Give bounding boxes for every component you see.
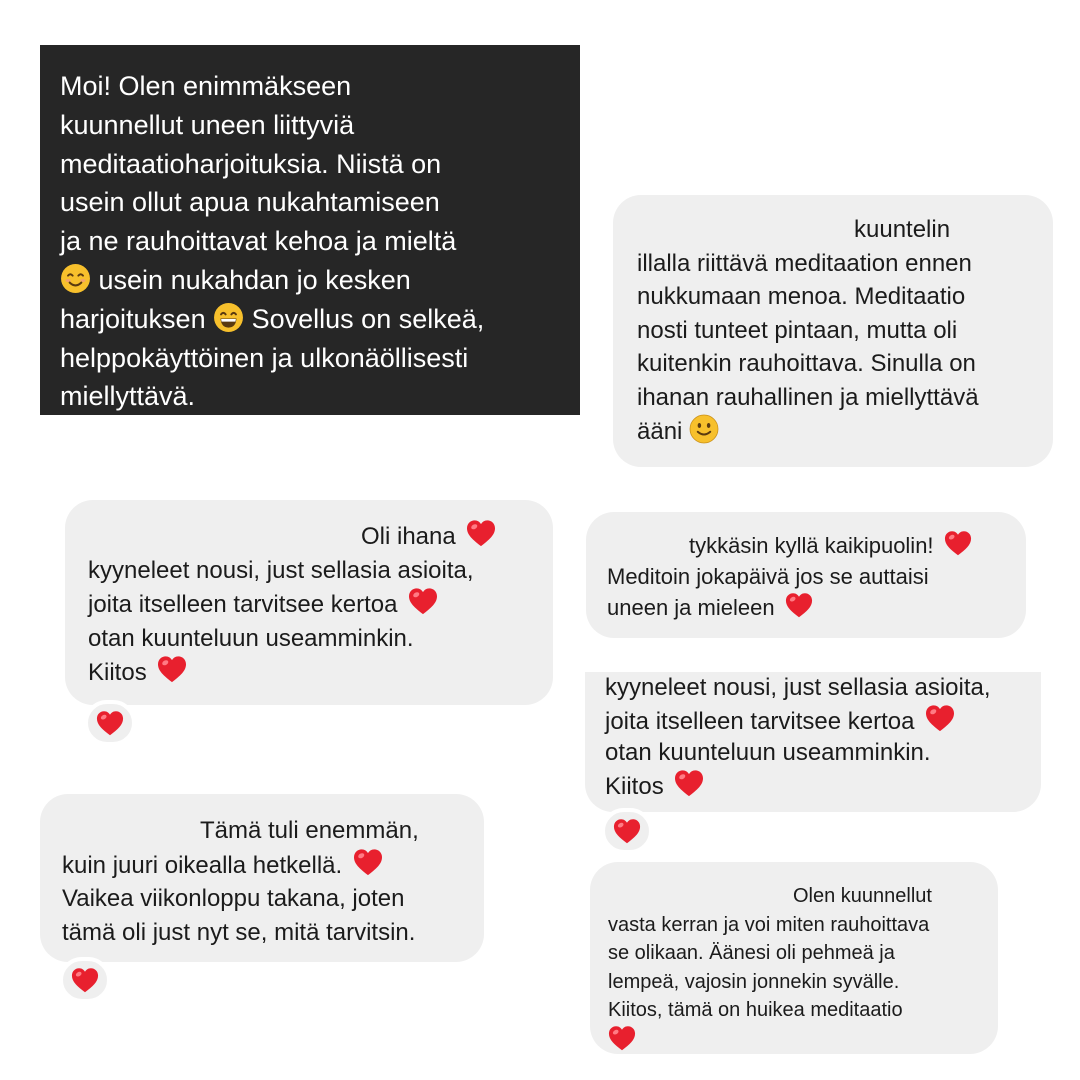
heart-reaction[interactable] xyxy=(84,700,136,746)
message-line: usein nukahdan jo kesken xyxy=(98,264,411,295)
heart-icon xyxy=(408,587,438,615)
heart-icon xyxy=(608,1025,636,1051)
message-line: otan kuunteluun useamminkin. xyxy=(605,739,931,766)
message-line: kyyneleet nousi, just sellasia asioita, xyxy=(88,556,474,584)
heart-icon xyxy=(71,967,99,993)
message-bubble xyxy=(65,500,553,705)
message-bubble xyxy=(590,862,998,1054)
message-line: Vaikea viikonloppu takana, joten xyxy=(62,885,405,912)
heart-icon xyxy=(96,710,124,736)
message-line: uneen ja mieleen xyxy=(607,595,775,620)
message-line: ihanan rauhallinen ja miellyttävä xyxy=(637,383,979,411)
message-line: nosti tunteet pintaan, mutta oli xyxy=(637,316,958,344)
message-line: helppokäyttöinen ja ulkonäöllisesti xyxy=(60,342,469,373)
message-line: harjoituksen xyxy=(60,303,206,334)
message-bubble xyxy=(586,512,1026,638)
message-line: joita itselleen tarvitsee kertoa xyxy=(605,707,915,735)
message-line: kuitenkin rauhoittava. Sinulla on xyxy=(637,350,976,377)
message-bubble xyxy=(613,195,1053,467)
message-line: joita itselleen tarvitsee kertoa xyxy=(88,591,398,618)
message-line: Tämä tuli enemmän, xyxy=(200,817,419,844)
message-line: miellyttävä. xyxy=(60,381,196,412)
heart-reaction[interactable] xyxy=(59,957,111,1003)
message-line: Kiitos xyxy=(605,772,664,800)
message-line: ja ne rauhoittavat kehoa ja mieltä xyxy=(60,226,457,257)
message-bubble xyxy=(40,794,484,962)
message-line: Kiitos, tämä on huikea meditaatio xyxy=(608,999,903,1021)
heart-icon xyxy=(466,519,496,547)
message-line: kuin juuri oikealla hetkellä. xyxy=(62,851,343,879)
message-line: nukkumaan menoa. Meditaatio xyxy=(637,283,966,310)
message-line: Moi! Olen enimmäkseen xyxy=(60,71,352,101)
message-line: illalla riittävä meditaation ennen xyxy=(637,249,972,277)
message-line: se olikaan. Äänesi oli pehmeä ja xyxy=(608,942,895,964)
grinning-face-icon xyxy=(213,302,244,333)
message-line: tämä oli just nyt se, mitä tarvitsin. xyxy=(62,918,416,946)
message-line: usein ollut apua nukahtamiseen xyxy=(60,187,440,218)
message-line: Olen kuunnellut xyxy=(793,885,932,907)
message-bubble xyxy=(585,672,1041,812)
message-line: Kiitos xyxy=(88,659,147,686)
smiling-face-icon xyxy=(60,263,91,294)
heart-icon xyxy=(785,592,813,618)
message-line: otan kuunteluun useamminkin. xyxy=(88,624,414,652)
message-line: kuunnellut uneen liittyviä xyxy=(60,109,355,140)
message-line: vasta kerran ja voi miten rauhoittava xyxy=(608,913,930,936)
message-line: lempeä, vajosin jonnekin syvälle. xyxy=(608,970,900,993)
heart-icon xyxy=(613,818,641,844)
slightly-smiling-face-icon xyxy=(689,414,719,444)
message-line: tykkäsin kyllä kaikipuolin! xyxy=(689,533,934,558)
message-line: kyyneleet nousi, just sellasia asioita, xyxy=(605,674,991,701)
message-bubble-dark xyxy=(40,45,580,415)
heart-icon xyxy=(674,769,704,797)
message-line: Oli ihana xyxy=(361,523,456,550)
message-line: ääni xyxy=(637,418,683,445)
message-line: Sovellus on selkeä, xyxy=(251,303,485,334)
message-line: kuuntelin xyxy=(854,216,951,243)
heart-icon xyxy=(925,704,955,732)
message-line: meditaatioharjoituksia. Niistä on xyxy=(60,148,442,179)
message-line: Meditoin jokapäivä jos se auttaisi xyxy=(607,564,929,589)
heart-icon xyxy=(157,655,187,683)
heart-icon xyxy=(944,530,972,556)
heart-reaction[interactable] xyxy=(601,808,653,854)
heart-icon xyxy=(353,848,383,876)
